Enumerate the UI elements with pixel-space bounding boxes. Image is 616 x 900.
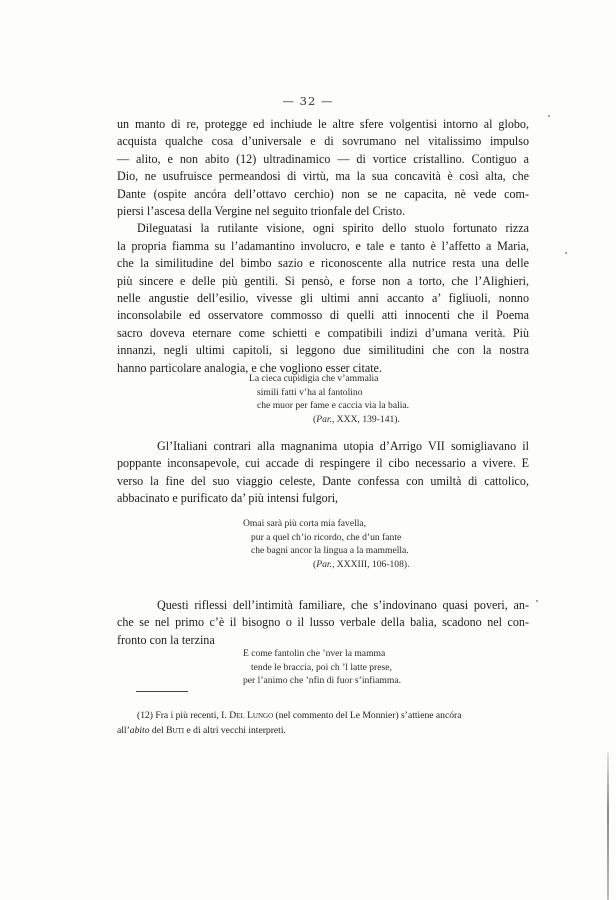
footnote-text: e di altri vecchi interpreti. <box>184 724 286 736</box>
text-line: un manto di re, protegge ed inchiude le altre sfere volgentisi intorno al globo, <box>117 117 529 131</box>
text-line: Gl’Italiani contrari alla magnanima utopia d’Arrigo VII somigliavano il <box>157 439 529 453</box>
page-number: — 32 — <box>282 94 334 108</box>
text-line: più sincere e delle più gentili. Si pensò, e forse non a torto, che l’Alighieri, <box>117 273 529 288</box>
verse-line: E come fantolin che ’nver la mamma <box>243 648 386 659</box>
verse-line: simili fatti v’ha al fantolino <box>257 386 363 398</box>
footnote-marker: (12) <box>137 710 153 721</box>
paragraph-3 <box>117 438 529 508</box>
footnote-italic: abito <box>129 724 150 736</box>
verse-quote-1 <box>249 372 409 426</box>
text-line: che la similitudine del bimbo sazio e riconoscente alla nutrice resta una delle <box>117 256 529 271</box>
body-text <box>117 116 529 377</box>
paragraph-1 <box>117 116 529 220</box>
text-line: abbacinato e purificato da’ più intensi fulgori, <box>117 491 339 506</box>
verse-line: che bagni ancor la lingua a la mammella. <box>251 545 409 557</box>
text-line: hanno particolare analogia, e che vogliono esser citate. <box>117 360 382 375</box>
text-line: acquista qualche cosa d’universale e di sovrumano nel vitalissimo impulso <box>117 134 529 149</box>
verse-line: che muor per fame e caccia via la balia. <box>257 400 410 412</box>
text-line: fronto con la terzina <box>117 632 215 647</box>
footnote-author: Del Lungo <box>229 710 274 721</box>
text-line: Dante (ospite ancóra dell’ottavo cerchio) non se ne capacita, nè vede com- <box>117 186 529 201</box>
text-line: poppante inconsapevole, cui accade di respingere il cibo necessario a vivere. E <box>117 456 529 471</box>
verse-quote-2 <box>243 517 409 571</box>
text-line: Dileguatasi la rutilante visione, ogni spirito dello stuolo fortunato rizza <box>137 221 529 236</box>
page-edge-shadow <box>607 752 609 900</box>
verse-line: per l’animo che ’nfin di fuor s’infiamma. <box>243 675 401 687</box>
citation-ref: , XXXIII, 106-108). <box>331 558 410 570</box>
citation-work: Par. <box>316 413 332 425</box>
paragraph-2 <box>117 220 529 377</box>
text-line: verso la fine del suo viaggio celeste, Dante confessa con umiltà di cattolico, <box>117 473 529 488</box>
verse-quote-3 <box>243 647 401 688</box>
footnote-text: all’ <box>117 724 130 736</box>
footnote <box>117 709 529 738</box>
text-line: la propria fiamma su l’adamantino involucro, e tale e tanto è l’affetto a Maria, <box>117 238 529 253</box>
text-line: — alito, e non abito (12) ultradinamico — di vortice cristallino. Contiguo a <box>117 151 529 166</box>
footnote-divider <box>136 691 188 692</box>
text-line: innanzi, negli ultimi capitoli, si leggono due similitudini che con la nostra <box>117 343 529 358</box>
citation-work: Par. <box>316 558 332 570</box>
text-line: inconsolabile ed osservatore commosso di quelli atti innocenti che il Poema <box>117 308 529 323</box>
text-line: nelle angustie dell’esilio, vivesse gli ultimi anni accanto a’ figliuoli, nonno <box>117 291 529 306</box>
citation-ref: , XXX, 139-141). <box>331 413 400 425</box>
footnote-text: del <box>149 724 167 736</box>
text-line: che se nel primo c’è il bisogno o il lusso verbale della balia, scadono nel con- <box>117 615 529 630</box>
footnote-author: Buti <box>166 724 185 736</box>
text-line: piersi l’ascesa della Vergine nel seguito trionfale del Cristo. <box>117 204 406 219</box>
citation: (Par., XXX, 139-141). <box>313 413 400 425</box>
footnote-text: (nel commento del Le Monnier) s’attiene ancóra <box>273 710 462 721</box>
text-line: Questi riflessi dell’intimità familiare, che s’indovinano quasi poveri, an- <box>157 598 529 612</box>
text-line: sacro doveva eternare come schietti e compatibili indizi d’umana verità. Più <box>117 325 529 340</box>
verse-line: pur a quel ch’io ricordo, che d’un fante <box>251 531 402 543</box>
citation: (Par., XXXIII, 106-108). <box>313 558 410 570</box>
scan-speck <box>565 252 567 254</box>
scan-speck <box>548 115 550 117</box>
verse-line: tende le braccia, poi ch ’l latte prese, <box>251 661 392 673</box>
paragraph-4 <box>117 597 529 649</box>
text-line: Dio, ne usufruisce permeandosi di virtù, ma la sua concavità è così alta, che <box>117 169 529 184</box>
verse-line: La cieca cupidigia che v’ammalia <box>249 373 379 384</box>
verse-line: Omai sarà più corta mia favella, <box>243 518 367 529</box>
footnote-text: Fra i più recenti, I. <box>152 710 230 721</box>
scan-speck <box>536 600 538 602</box>
